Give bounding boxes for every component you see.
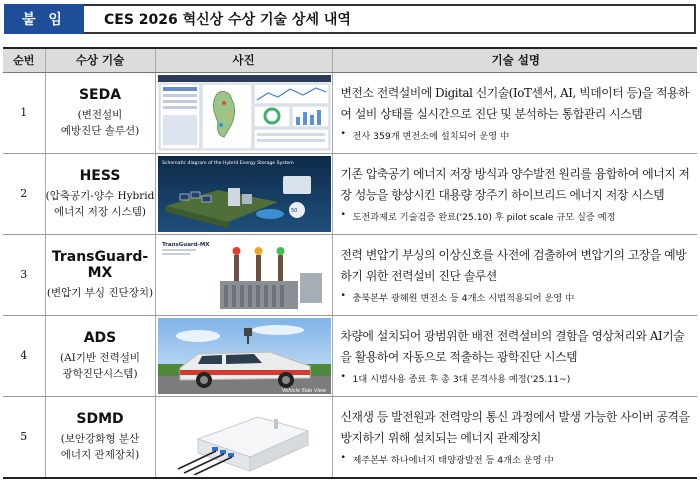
row-number: 5 [3, 396, 45, 478]
tech-subtitle: (AI기반 전력설비 [59, 351, 141, 364]
tech-name-cell [45, 234, 155, 315]
tech-description: 신재생 등 발전원과 전력망의 통신 과정에서 발생 가능한 사이버 공격을 방지하기 위해 설치되는 에너지 관제장치 [340, 410, 690, 445]
transguard-device-image [158, 237, 331, 313]
table-row [3, 153, 697, 234]
bullet-icon: • [340, 128, 346, 139]
tech-name-cell [45, 396, 155, 478]
tech-name: HESS [79, 167, 121, 184]
tech-subtitle: 에너지 관제장치) [60, 448, 140, 461]
tech-subtitle: (압축공기-양수 Hybrid [45, 189, 155, 202]
photo-cell [155, 72, 332, 153]
note-text: 도전과제로 기술검증 완료('25.10) 후 pilot scale 규모 실증 예정 [352, 212, 616, 223]
seda-dashboard-image [158, 75, 331, 151]
tech-description: 변전소 전력설비에 Digital 신기술(IoT센서, AI, 빅데이터 등)을 적용하여 설비 상태를 실시간으로 진단 및 분석하는 통합관리 시스템 [340, 86, 690, 121]
bullet-icon: • [340, 209, 346, 220]
tech-description: 전력 변압기 부싱의 이상신호를 사전에 검출하여 변압기의 고장을 예방하기 위한 전력설비 진단 솔루션 [340, 248, 687, 283]
note-text: 충북본부 광혜원 변전소 등 4개소 시범적용되어 운영 中 [352, 293, 575, 304]
note-text: 제주본부 하나에너지 태양광발전 등 4개소 운영 中 [352, 455, 554, 466]
tech-subtitle: (변전설비 [77, 108, 123, 121]
tech-note [341, 209, 692, 223]
photo-cell [155, 315, 332, 396]
row-number: 3 [3, 234, 45, 315]
table-row [3, 315, 697, 396]
photo-cell [155, 234, 332, 315]
ads-vehicle-image [158, 318, 331, 394]
table-row [3, 72, 697, 153]
column-header-tech: 수상 기술 [45, 48, 155, 72]
description-cell [332, 72, 697, 153]
tech-note [341, 452, 692, 466]
sdmd-device-image [158, 399, 331, 475]
tech-subtitle: 예방진단 솔루션) [60, 124, 140, 137]
note-text: 1대 시범사용 종료 후 총 3대 본격사용 예정('25.11~) [352, 374, 571, 385]
column-header-photo: 사진 [155, 48, 332, 72]
tech-subtitle: 광학진단시스템) [62, 367, 138, 380]
column-header-desc: 기술 설명 [332, 48, 697, 72]
page-title: CES 2026 혁신상 수상 기술 상세 내역 [84, 4, 696, 34]
header [4, 4, 696, 34]
award-table [3, 47, 697, 479]
attachment-badge: 붙 임 [4, 4, 84, 34]
photo-cell [155, 396, 332, 478]
tech-name: SEDA [78, 86, 122, 103]
tech-name: SDMD [76, 410, 124, 427]
tech-name-cell [45, 153, 155, 234]
hess-photo-caption: Schematic diagram of the Hybrid Energy Storage System [161, 160, 294, 166]
tech-subtitle: (보안강화형 분산 [60, 432, 140, 445]
photo-cell [155, 153, 332, 234]
bullet-icon: • [340, 290, 346, 301]
table-row [3, 396, 697, 478]
description-cell [332, 234, 697, 315]
tech-description: 기존 압축공기 에너지 저장 방식과 양수발전 원리를 융합하여 에너지 저장 성능을 향상시킨 대용량 장주기 하이브리드 에너지 저장 시스템 [340, 167, 690, 202]
tech-note [341, 128, 692, 142]
tech-note [341, 371, 692, 385]
row-number: 4 [3, 315, 45, 396]
description-cell [332, 315, 697, 396]
row-number: 1 [3, 72, 45, 153]
table-row [3, 234, 697, 315]
tech-name: TransGuard-MX [51, 248, 149, 281]
transguard-photo-caption: TransGuard-MX [161, 241, 210, 248]
description-cell [332, 396, 697, 478]
bullet-icon: • [340, 371, 346, 382]
tech-name: ADS [83, 329, 117, 346]
bullet-icon: • [340, 452, 346, 463]
note-text: 전사 359개 변전소에 설치되어 운영 中 [352, 131, 510, 142]
ads-photo-caption: Vehicle Side View [281, 387, 326, 394]
hess-schematic-image [158, 156, 331, 232]
row-number: 2 [3, 153, 45, 234]
column-header-no: 순번 [3, 48, 45, 72]
table-header-row [3, 48, 697, 72]
tech-subtitle: 에너지 저장 시스템) [54, 205, 146, 218]
tech-name-cell [45, 72, 155, 153]
svg-text:50: 50 [290, 207, 297, 214]
tech-description: 차량에 설치되어 광범위한 배전 전력설비의 결함을 영상처리와 AI기술을 활용하여 자동으로 적출하는 광학진단 시스템 [340, 329, 685, 364]
tech-note [341, 290, 692, 304]
description-cell [332, 153, 697, 234]
tech-name-cell [45, 315, 155, 396]
tech-subtitle: (변압기 부싱 진단장치) [46, 286, 154, 299]
